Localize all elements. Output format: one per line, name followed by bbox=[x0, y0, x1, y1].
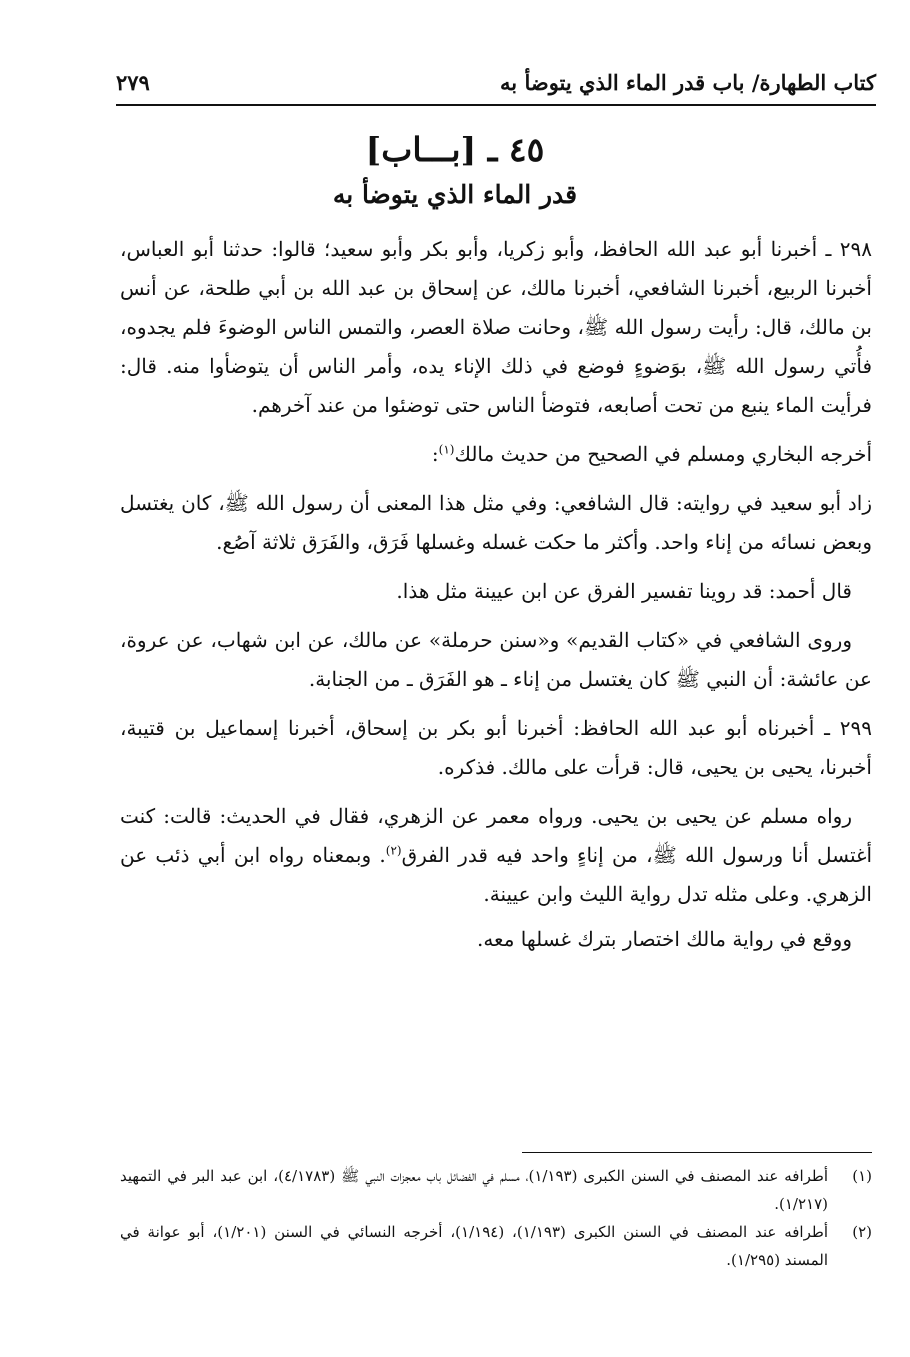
chapter-title: قدر الماء الذي يتوضأ به bbox=[332, 180, 578, 209]
footnote-divider bbox=[522, 1152, 872, 1153]
muslim-narration-paragraph: رواه مسلم عن يحيى بن يحيى. ورواه معمر عن الزهري، فقال في الحديث: قالت: كنت أغتسل أنا ورسول الله ﷺ، من إناءٍ واحد فيه قدر الفرق$^{(٢)}$. وبمعناه رواه ابن أبي ذئب عن الزهري. وعلى مثله تدل رواية الليث وابن عيينة. bbox=[120, 804, 872, 906]
chapter-number: ٤٥ ـ [بـــاب] bbox=[365, 130, 545, 169]
closing-paragraph bbox=[120, 920, 872, 959]
paragraph-text: ووقع في رواية مالك اختصار بترك غسلها معه. bbox=[476, 927, 852, 951]
footnote-item bbox=[120, 1218, 872, 1274]
paragraph-text: أخرجه البخاري ومسلم في الصحيح من حديث مالك bbox=[454, 442, 872, 466]
paragraph-text: زاد أبو سعيد في روايته: قال الشافعي: وفي مثل هذا المعنى أن رسول الله ﷺ، كان يغتسل وبعض نسائه من إناء واحد. وأكثر ما حكت غسله وغسلها فَرَق، والفَرَق ثلاثة آصُع. bbox=[120, 491, 872, 554]
takhrij-paragraph: أخرجه البخاري ومسلم في الصحيح من حديث مالك$^{(١)}$: bbox=[431, 442, 872, 466]
hadith-298-paragraph bbox=[120, 230, 872, 425]
paragraph-text: ٢٩٨ ـ أخبرنا أبو عبد الله الحافظ، وأبو زكريا، وأبو بكر وأبو سعيد؛ قالوا: حدثنا أبو العباس، أخبرنا الربيع، أخبرنا الشافعي، أخبرنا مالك، عن إسحاق بن عبد الله بن أبي طلحة، عن أنس بن مالك، قال: رأيت رسول الله ﷺ، وحانت صلاة العصر، والتمس الناس الوضوءَ فلم يجدوه، فأُتي رسول الله ﷺ، بوَضوءٍ فوضع في ذلك الإناء يده، وأمر الناس أن يتوضأوا منه. قال: فرأيت الماء ينبع من تحت أصابعه، فتوضأ الناس حتى توضئوا من عند آخرهم. bbox=[120, 237, 872, 417]
main-text bbox=[120, 230, 872, 969]
footnote-text: أطرافه عند المصنف في السنن الكبرى (١/١٩٣)، (١/١٩٤)، أخرجه النسائي في السنن (١/٢٠١)، أبو عوانة في المسند (١/٢٩٥). bbox=[120, 1223, 828, 1269]
paragraph-text: وبمعناه رواه ابن أبي ذئب عن الزهري. وعلى مثله تدل رواية الليث وابن عيينة. bbox=[120, 843, 872, 906]
paragraph-text: وروى الشافعي في «كتاب القديم» و«سنن حرملة» عن مالك، عن ابن شهاب، عن عروة، عن عائشة: أن النبي ﷺ كان يغتسل من إناء ـ هو الفَرَق ـ من الجنابة. bbox=[120, 628, 872, 691]
footnote-number: (٢) bbox=[852, 1223, 872, 1241]
footnote-ref-1[interactable]: (١) bbox=[438, 442, 455, 457]
footnote-number: (١) bbox=[852, 1167, 872, 1185]
page-number: ٢٧٩ bbox=[116, 70, 150, 95]
paragraph-text: رواه مسلم عن يحيى بن يحيى. ورواه معمر عن الزهري، فقال في الحديث: قالت: كنت أغتسل أنا ورسول الله ﷺ، من إناءٍ واحد فيه قدر الفرق bbox=[120, 804, 872, 867]
header-rule bbox=[116, 104, 876, 106]
hadith-299-paragraph bbox=[120, 709, 872, 787]
footnote-ref-2[interactable]: (٢) bbox=[385, 843, 402, 858]
footnote-text: أطرافه عند المصنف في السنن الكبرى (١/١٩٣)، مسلم في الفضائل باب معجزات النبي ﷺ (٤/١٧٨٣)، ابن عبد البر في التمهيد (١/٢١٧). bbox=[120, 1167, 828, 1213]
ahmad-paragraph bbox=[120, 572, 872, 611]
page-header bbox=[116, 66, 876, 106]
footnote-item bbox=[120, 1162, 872, 1218]
addition-paragraph bbox=[120, 484, 872, 562]
shafii-narration-paragraph bbox=[120, 621, 872, 699]
running-title: كتاب الطهارة/ باب قدر الماء الذي يتوضأ به bbox=[500, 70, 876, 95]
paragraph-text: ٢٩٩ ـ أخبرناه أبو عبد الله الحافظ: أخبرنا أبو بكر بن إسحاق، أخبرنا إسماعيل بن قتيبة، أخبرنا، يحيى بن يحيى، قال: قرأت على مالك. فذكره. bbox=[120, 716, 872, 779]
paragraph-text: قال أحمد: قد روينا تفسير الفرق عن ابن عيينة مثل هذا. bbox=[396, 579, 852, 603]
footnotes bbox=[120, 1162, 872, 1274]
